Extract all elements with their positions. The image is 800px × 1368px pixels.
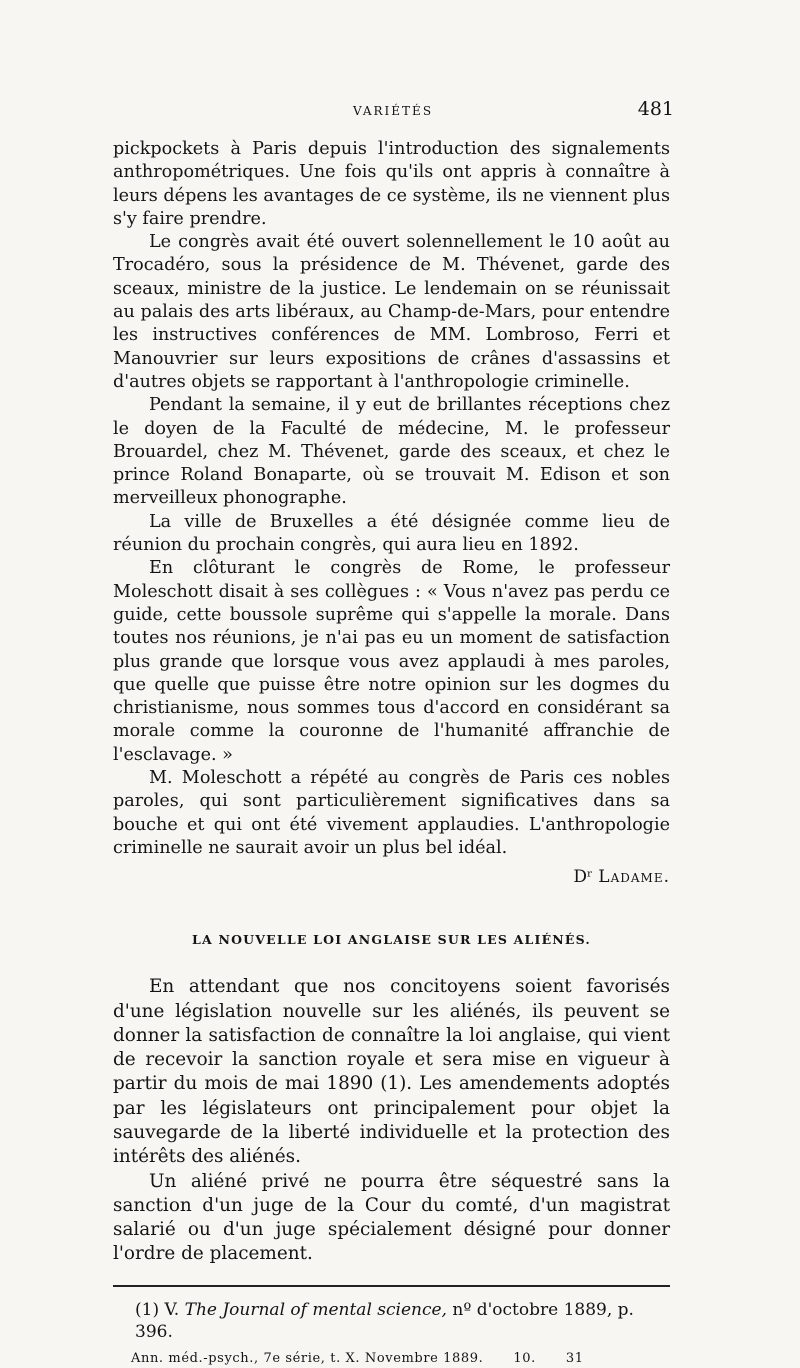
footnote-rule — [113, 1285, 670, 1287]
paragraph: Pendant la semaine, il y eut de brillantes réceptions chez le doyen de la Faculté de médecine, M. le professeur Brouardel, chez M. Thévenet, garde des sceaux, et chez le prince Roland Bonaparte, où se trouvait M. Edison et son merveilleux phonographe. — [113, 395, 670, 509]
section-title: LA NOUVELLE LOI ANGLAISE SUR LES ALIÉNÉS. — [192, 932, 591, 948]
signature-mark: 10. — [513, 1350, 536, 1366]
footnote-journal: The Journal of mental science, — [184, 1299, 447, 1320]
running-title: VARIÉTÉS — [353, 104, 434, 118]
running-head — [113, 98, 674, 128]
signature-name: Ladame. — [598, 867, 670, 888]
signature-prefix: Dʳ — [573, 867, 593, 888]
paragraph: Le congrès avait été ouvert solennellement le 10 août au Trocadéro, sous la présidence de M. Thévenet, garde des sceaux, ministre de la justice. Le lendemain on se réunissait au palais des arts libéraux, au Champ-de-Mars, pour entendre les instructives conférences de MM. Lombroso, Ferri et Manouvrier sur leurs expositions de crânes d'assassins et d'autres objets se rapportant à l'anthropologie criminelle. — [113, 232, 670, 392]
signature-mark: 31 — [565, 1350, 584, 1366]
paragraph: M. Moleschott a répété au congrès de Paris ces nobles paroles, qui sont particulièrement significatives dans sa bouche et qui ont été vivement applaudies. L'anthropologie criminelle ne saurait avoir un plus bel idéal. — [113, 768, 670, 858]
author-signature — [113, 864, 670, 890]
paragraph: Un aliéné privé ne pourra être séquestré sans la sanction d'un juge de la Cour du comté, d'un magistrat salarié ou d'un juge spécialement désigné pour donner l'ordre de placement. — [113, 1170, 670, 1265]
page-number: 481 — [637, 98, 674, 120]
footnote-rest: nº d'octobre 1889, p. 396. — [135, 1299, 634, 1342]
annals-reference: Ann. méd.-psych., 7e série, t. X. Novembre 1889. — [131, 1350, 484, 1366]
article-loi-anglaise — [113, 975, 670, 1267]
paragraph: La ville de Bruxelles a été désignée comme lieu de réunion du prochain congrès, qui aura lieu en 1892. — [113, 511, 670, 556]
page-footer — [113, 1351, 670, 1366]
paragraph: En clôturant le congrès de Rome, le professeur Moleschott disait à ses collègues : « Vous n'avez pas perdu ce guide, cette boussole suprême qui s'appelle la morale. Dans toutes nos réunions, je n'ai pas eu un moment de satisfaction plus grande que lorsque vous avez applaudi à mes paroles, que quelle que puisse être notre opinion sur les dogmes du christianisme, nous sommes tous d'accord en considérant sa morale comme la couronne de l'humanité affranchie de l'esclavage. » — [113, 558, 670, 765]
footnote-marker: (1) V. — [135, 1299, 180, 1320]
footnote — [113, 1299, 670, 1343]
paragraph: En attendant que nos concitoyens soient favorisés d'une législation nouvelle sur les aliénés, ils peuvent se donner la satisfaction de connaître la loi anglaise, qui vient de recevoir la sanction royale et sera mise en vigueur à partir du mois de mai 1890 (1). Les amendements adoptés par les législateurs ont principalement pour objet la sauvegarde de la liberté individuelle et la protection des intérêts des aliénés. — [113, 976, 670, 1168]
page — [0, 98, 800, 1368]
article-ladame — [113, 138, 670, 890]
paragraph: pickpockets à Paris depuis l'introduction des signalements anthropométriques. Une fois qu'ils ont appris à connaître à leurs dépens les avantages de ce système, ils ne viennent plus s'y faire prendre. — [113, 139, 670, 229]
